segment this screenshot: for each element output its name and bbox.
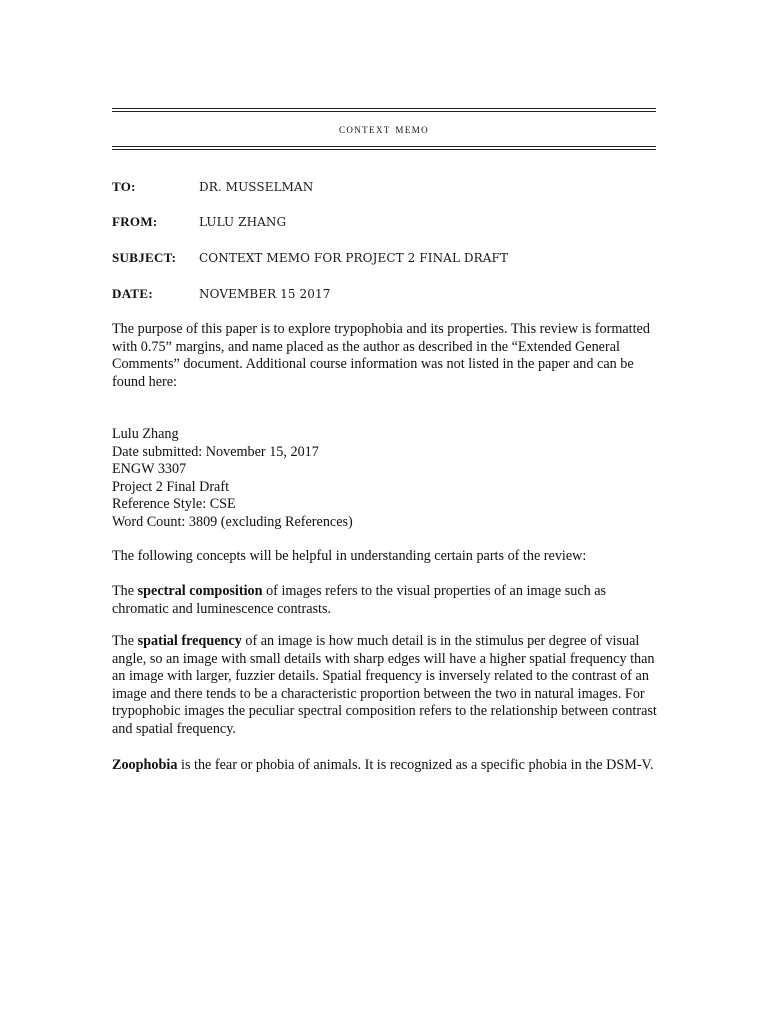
course-code: ENGW 3307 [112, 461, 187, 478]
date-submitted: Date submitted: November 15, 2017 [112, 443, 319, 460]
memo-title: context memo [338, 121, 430, 136]
header-rule-bottom-2 [112, 149, 656, 150]
reference-style: Reference Style: CSE [112, 496, 236, 513]
concepts-intro-text: The following concepts will be helpful in understanding certain parts of the review: [112, 548, 587, 564]
intro-text: The purpose of this paper is to explore trypophobia and its properties. This review is formatted with 0.75” margins, and name placed as the author as described in the “Extended General Comments” document. Additional course information was not listed in the paper and can be found here: [112, 321, 650, 390]
spatial-prefix: The [112, 633, 138, 649]
concept-zoophobia [112, 757, 660, 775]
to-value: DR. MUSSELMAN [199, 180, 314, 194]
concept-spectral-text [112, 583, 660, 618]
concept-spatial [112, 633, 660, 739]
from-value: LULU ZHANG [199, 215, 287, 229]
concept-spatial-text [112, 633, 660, 739]
course-info-block [112, 426, 660, 532]
spectral-prefix: The [112, 583, 138, 599]
assignment-name: Project 2 Final Draft [112, 478, 230, 495]
spectral-definition: of images refers to the visual properties of an image such as chromatic and luminescence contrasts. [112, 583, 607, 617]
spatial-definition: of an image is how much detail is in the stimulus per degree of visual angle, so an image with small details with sharp edges will have a higher spatial frequency than an image with larger, fuzzier details. Spatial frequency is inversely related to the contrast of an image and there tends to be a characteristic proportion between the two in natural images. For trypophobic images the peculiar spectral composition refers to the relationship between contrast and spatial frequency. [112, 633, 657, 737]
concept-zoophobia-text [112, 757, 660, 775]
zoophobia-term: Zoophobia [112, 757, 178, 773]
zoophobia-definition: is the fear or phobia of animals. It is recognized as a specific phobia in the DSM-V. [177, 757, 654, 773]
header-rule-top-1 [112, 108, 656, 109]
author-name: Lulu Zhang [112, 426, 179, 442]
header-rule-top-2 [112, 111, 656, 112]
word-count: Word Count: 3809 (excluding References) [112, 513, 353, 530]
intro-paragraph [112, 321, 660, 391]
spectral-term: spectral composition [137, 583, 263, 599]
header-rule-bottom-1 [112, 146, 656, 147]
date-value: NOVEMBER 15 2017 [199, 287, 331, 301]
from-label: FROM: [112, 214, 158, 229]
concept-spectral [112, 583, 660, 618]
subject-value: CONTEXT MEMO FOR PROJECT 2 FINAL DRAFT [199, 251, 509, 265]
subject-label: SUBJECT: [112, 250, 177, 265]
to-label: TO: [112, 179, 136, 194]
date-label: DATE: [112, 286, 153, 301]
concepts-intro [112, 548, 660, 566]
spatial-term: spatial frequency [137, 633, 242, 649]
